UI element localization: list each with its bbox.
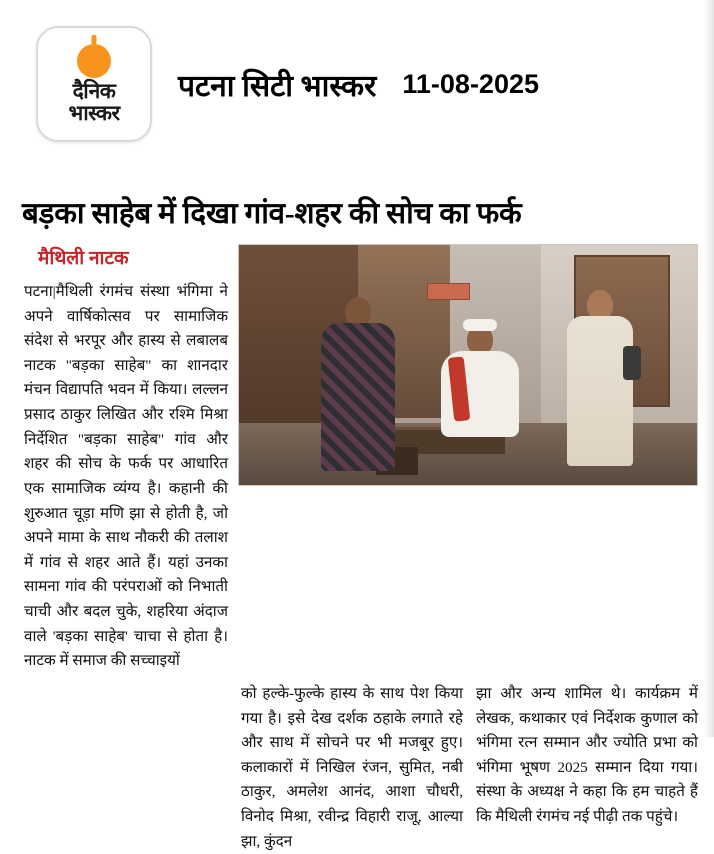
article-column-2: को हल्के-फुल्के हास्य के साथ पेश किया गया है। इसे देख दर्शक ठहाके लगाते रहे और साथ में सोचने पर भी मजबूर हुए। कलाकारों में निखिल रंजन, सुमित, नबी ठाकुर, अमलेश आनंद, आशा चौधरी, विनोद मिश्रा, रवीन्द्र विहारी राजू, आल्या झा, कुंदन (241, 684, 463, 850)
article-top-section (0, 232, 714, 674)
article-headline: बड़का साहेब में दिखा गांव-शहर की सोच का फर्क (22, 198, 522, 230)
masthead (0, 0, 714, 140)
photo-actor-seated-man (441, 325, 519, 437)
logo-line1: दैनिक (72, 78, 116, 103)
article-column-3: झा और अन्य शामिल थे। कार्यक्रम में लेखक, कथाकार एवं निर्देशक कुणाल को भंगिमा रत्न सम्मान और ज्योति प्रभा को भंगिमा भूषण 2025 सम्मान दिया गया। संस्था के अध्यक्ष ने कहा कि हम चाहते हैं कि मैथिली रंगमंच नई पीढ़ी तक पहुंचे। (476, 684, 698, 826)
photo-actor-body (567, 316, 633, 466)
lead-column-wrap (22, 244, 228, 674)
photo-wall-sign (427, 283, 470, 299)
article-column-1: पटना|मैथिली रंगमंच संस्था भंगिमा ने अपने वार्षिकोत्सव पर सामाजिक संदेश से भरपूर और हास्य से लबालब नाटक "बड़का साहेब" का शानदार मंचन विद्यापति भवन में किया। लल्लन प्रसाद ठाकुर लिखित और रश्मि मिश्रा निर्देशित "बड़का साहेब" गांव और शहर की सोच के फर्क पर आधारित एक सामाजिक व्यंग्य है। कहानी की शुरुआत चूड़ा मणि झा से होती है, जो अपने मामा के साथ नौकरी की तलाश में गांव से शहर आते हैं। यहां उनका सामना गांव की परंपराओं को निभाती चाची और बदल चुके, शहरिया अंदाज वाले 'बड़का साहेब' चाचा से होता है। नाटक में समाज की सच्चाइयों (24, 282, 228, 670)
article-lower-section (0, 674, 714, 854)
edition-title: पटना सिटी भास्कर (178, 69, 377, 103)
dainik-bhaskar-logo (36, 26, 152, 142)
photo-actor-standing-man (567, 290, 633, 466)
headline-wrap (0, 140, 714, 232)
photo-actor-body (441, 351, 519, 437)
lower-section-spacer (22, 682, 228, 854)
photo-block (238, 244, 698, 674)
photo-actor-woman (321, 297, 395, 471)
stage-play-photo (238, 244, 698, 486)
photo-actor-body (321, 323, 395, 471)
sun-icon (77, 44, 111, 78)
logo-line2: भास्कर (68, 101, 120, 125)
edition-date: 11-08-2025 (402, 68, 539, 99)
article-kicker: मैथिली नाटक (38, 247, 129, 269)
